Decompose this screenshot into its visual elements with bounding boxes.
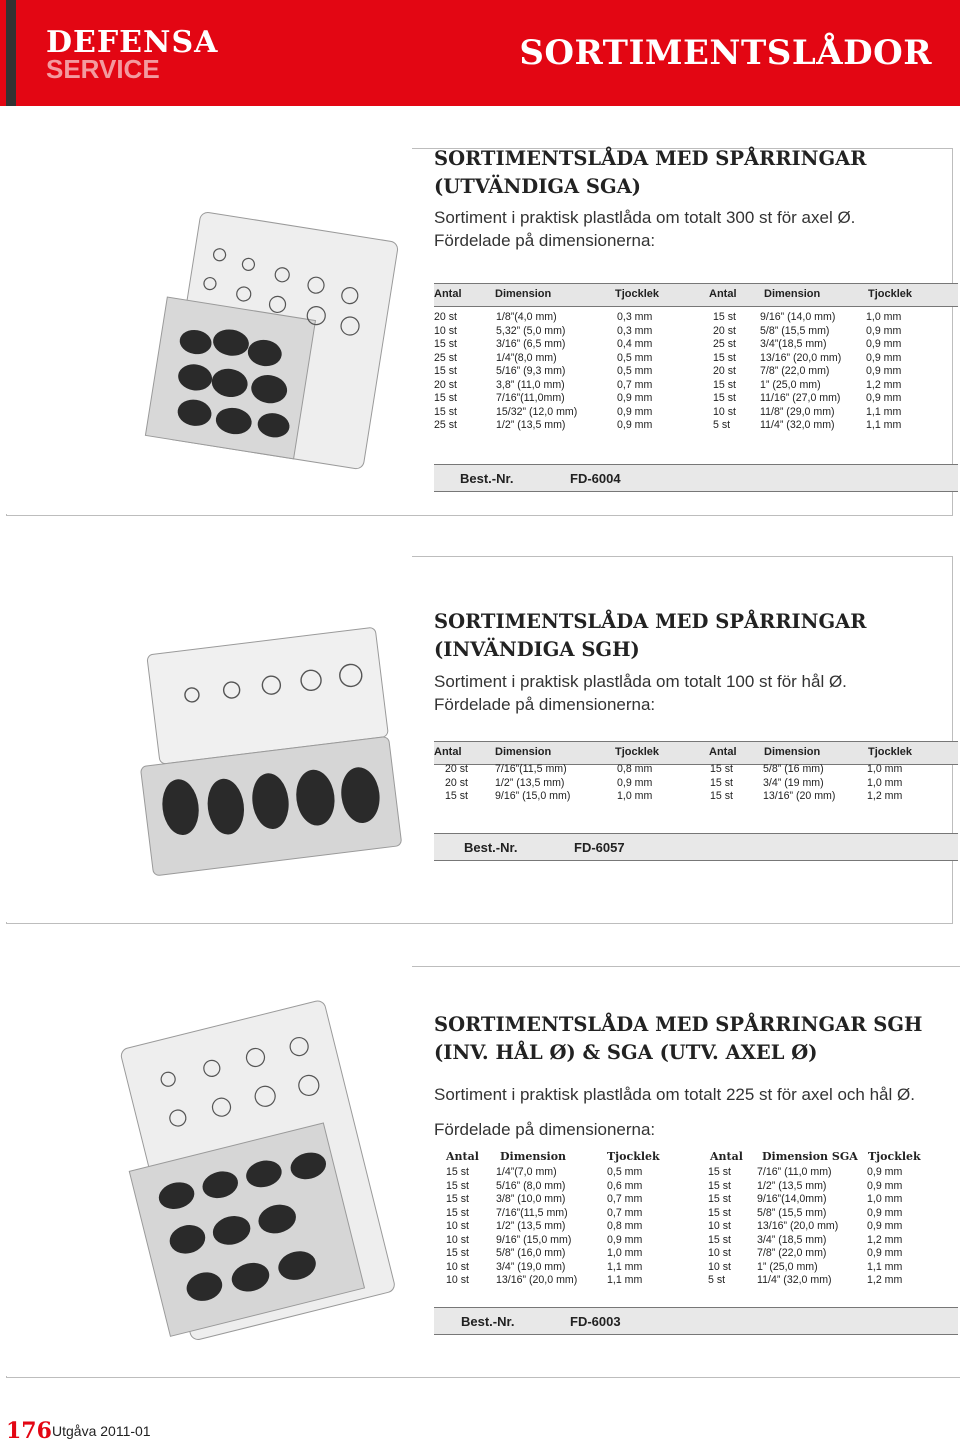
thickness-cell: 0,4 mm [617,338,653,350]
quantity-cell: 15 st [446,1193,469,1205]
thickness-cell: 1,2 mm [867,1274,903,1286]
quantity-cell: 15 st [713,392,736,404]
dimension-cell: 1/4”(7,0 mm) [496,1166,557,1178]
table-row [713,311,926,325]
thickness-cell: 1,0 mm [867,763,903,775]
product-image [6,966,412,1376]
quantity-cell: 10 st [708,1247,731,1259]
column-header: Antal [709,288,737,300]
quantity-cell: 15 st [434,338,457,350]
table-row [446,1220,667,1234]
product-title [434,608,866,664]
product-title-line2: (INVÄNDIGA SGH) [434,638,640,661]
dimension-cell: 7/16”(11,5 mm) [495,763,567,775]
quantity-cell: 15 st [446,1166,469,1178]
dimension-cell: 11/8” (29,0 mm) [760,405,835,418]
thickness-cell: 0,9 mm [607,1233,643,1246]
quantity-cell: 5 st [713,419,731,431]
table-row [446,1274,667,1288]
table-row [434,325,677,339]
dimension-cell: 13/16” (20,0 mm) [760,351,842,364]
table-row [713,352,926,366]
table-row [445,763,677,777]
quantity-cell: 10 st [708,1260,731,1273]
quantity-cell: 15 st [710,790,733,802]
table-row [434,365,677,379]
dimension-cell: 5/16” (8,0 mm) [496,1179,566,1192]
table-row [434,352,677,366]
order-number-label: Best.-Nr. [464,840,518,855]
dimension-cell: 1” (25,0 mm) [760,378,821,391]
column-header: Dimension [495,288,552,300]
table-row [434,311,677,325]
table-row [446,1234,667,1248]
dimension-cell: 1” (25,0 mm) [757,1260,818,1273]
quantity-cell: 15 st [708,1193,731,1205]
dimension-cell: 7/8” (22,0 mm) [760,365,830,377]
table-row [446,1207,667,1221]
header-side-bar [6,0,16,106]
table-row [446,1193,667,1207]
thickness-cell: 0,9 mm [867,1220,903,1232]
order-number-label: Best.-Nr. [460,471,514,486]
quantity-cell: 20 st [445,763,468,775]
thickness-cell: 0,9 mm [867,1179,903,1192]
table-row [445,790,677,804]
page-number: 176 [6,1418,52,1444]
quantity-cell: 10 st [446,1220,469,1232]
dimension-cell: 13/16” (20 mm) [763,790,836,802]
quantity-cell: 15 st [708,1179,731,1192]
table-row [446,1261,667,1275]
table-row [710,763,927,777]
quantity-cell: 25 st [434,351,457,364]
dimension-cell: 3/16” (6,5 mm) [496,338,566,350]
quantity-cell: 15 st [708,1233,731,1246]
thickness-cell: 1,1 mm [607,1274,643,1286]
quantity-cell: 10 st [446,1233,469,1246]
thickness-cell: 1,1 mm [607,1260,643,1273]
dimension-cell: 5/8” (16 mm) [763,763,824,775]
spec-table-header [434,1150,958,1166]
thickness-cell: 0,6 mm [607,1179,643,1192]
order-number-value: FD-6003 [570,1314,621,1329]
column-header: Antal [434,288,462,300]
thickness-cell: 1,2 mm [867,1233,903,1246]
dimension-cell: 15/32” (12,0 mm) [496,405,578,418]
page-header [0,0,960,106]
thickness-cell: 1,2 mm [866,378,902,391]
thickness-cell: 1,1 mm [866,419,902,431]
column-header: Tjocklek [868,746,913,758]
thickness-cell: 0,9 mm [867,1206,903,1219]
table-row [713,365,926,379]
quantity-cell: 20 st [434,378,457,391]
quantity-cell: 15 st [708,1166,731,1178]
column-header: Antal [710,1150,743,1163]
dimension-cell: 9/16” (15,0 mm) [495,790,571,802]
dimension-cell: 7/16”(11,5 mm) [496,1206,568,1219]
dimension-cell: 1/8”(4,0 mm) [496,311,557,323]
thickness-cell: 0,3 mm [617,324,653,337]
quantity-cell: 10 st [434,324,457,337]
dimension-cell: 3/4” (18,5 mm) [757,1233,827,1246]
ring-box-sga-image [6,148,412,514]
dimension-cell: 9/16”(14,0mm) [757,1193,827,1205]
quantity-cell: 10 st [446,1274,469,1286]
table-row [446,1166,667,1180]
quantity-cell: 10 st [713,405,736,418]
thickness-cell: 0,9 mm [617,392,653,404]
thickness-cell: 0,7 mm [607,1193,643,1205]
table-row [434,379,677,393]
quantity-cell: 15 st [445,790,468,802]
thickness-cell: 1,0 mm [866,311,902,323]
quantity-cell: 20 st [713,324,736,337]
table-row [713,325,926,339]
spec-table-right [708,1166,927,1288]
thickness-cell: 0,9 mm [866,365,902,377]
product-description [434,670,847,716]
column-header: Tjocklek [607,1150,660,1163]
description-line1: Sortiment i praktisk plastlåda om totalt 100 st för hål Ø. [434,672,847,691]
quantity-cell: 20 st [713,365,736,377]
description-line1: Sortiment i praktisk plastlåda om totalt 300 st för axel Ø. [434,208,856,227]
thickness-cell: 0,8 mm [617,763,653,775]
table-row [708,1180,927,1194]
table-row [446,1247,667,1261]
product-image [6,148,412,514]
thickness-cell: 0,9 mm [617,419,653,431]
thickness-cell: 0,9 mm [617,405,653,418]
dimension-cell: 7/16” (11,0 mm) [757,1166,832,1178]
column-header: Dimension SGA [762,1150,858,1163]
description-line2: Fördelade på dimensionerna: [434,231,656,250]
product-title-line1: SORTIMENTSLÅDA MED SPÅRRINGAR [434,610,867,633]
table-row [708,1247,927,1261]
thickness-cell: 1,1 mm [867,1260,903,1273]
product-title [434,145,866,201]
dimension-cell: 7/16”(11,0mm) [496,392,565,404]
column-header: Tjocklek [615,288,660,300]
dimension-cell: 11/4” (32,0 mm) [760,419,835,431]
order-number-row [434,1307,958,1335]
thickness-cell: 0,9 mm [866,351,902,364]
table-row [708,1234,927,1248]
dimension-cell: 3,8” (11,0 mm) [496,378,565,391]
dimension-cell: 1/4”(8,0 mm) [496,351,557,364]
dimension-cell: 11/16” (27,0 mm) [760,392,841,404]
dimension-cell: 5/8” (16,0 mm) [496,1247,566,1259]
column-header: Dimension [495,746,552,758]
ring-box-mixed-image [6,966,412,1376]
dimension-cell: 13/16” (20,0 mm) [757,1220,839,1232]
table-row [708,1220,927,1234]
table-row [708,1274,927,1288]
spec-table-right [713,311,926,433]
thickness-cell: 0,5 mm [617,351,653,364]
thickness-cell: 1,0 mm [617,790,653,802]
thickness-cell: 1,0 mm [607,1247,643,1259]
quantity-cell: 15 st [434,365,457,377]
quantity-cell: 10 st [446,1260,469,1273]
dimension-cell: 1/2” (13,5 mm) [757,1179,827,1192]
table-row [710,777,927,791]
column-header: Tjocklek [868,1150,921,1163]
quantity-cell: 15 st [434,392,457,404]
quantity-cell: 15 st [446,1247,469,1259]
order-number-row [434,833,958,861]
product-image [6,556,412,922]
dimension-cell: 5,32” (5,0 mm) [496,324,566,337]
column-header: Dimension [764,746,821,758]
quantity-cell: 20 st [445,776,468,789]
thickness-cell: 0,5 mm [617,365,653,377]
brand-logo: DEFENSA [46,25,219,60]
thickness-cell: 0,5 mm [607,1166,643,1178]
quantity-cell: 15 st [713,378,736,391]
quantity-cell: 15 st [710,763,733,775]
thickness-cell: 0,9 mm [867,1166,903,1178]
dimension-cell: 5/8” (15,5 mm) [757,1206,827,1219]
column-header: Antal [709,746,737,758]
dimension-cell: 5/16” (9,3 mm) [496,365,566,377]
table-row [708,1166,927,1180]
thickness-cell: 0,3 mm [617,311,653,323]
dimension-cell: 3/4”(18,5 mm) [760,338,827,350]
product-title-line1: SORTIMENTSLÅDA MED SPÅRRINGAR SGH [434,1013,923,1036]
spec-table-left [445,763,677,804]
dimension-cell: 5/8” (15,5 mm) [760,324,830,337]
table-row [434,392,677,406]
quantity-cell: 25 st [434,419,457,431]
spec-table-left [434,311,677,433]
thickness-cell: 0,9 mm [866,324,902,337]
order-number-value: FD-6004 [570,471,621,486]
column-header: Tjocklek [615,746,660,758]
thickness-cell: 0,9 mm [617,776,653,789]
table-row [434,338,677,352]
ring-box-sgh-image [6,556,412,922]
table-row [708,1207,927,1221]
table-row [713,392,926,406]
product-description [434,1077,915,1147]
spec-table-left [446,1166,667,1288]
product-title-line2: (INV. HÅL Ø) & SGA (UTV. AXEL Ø) [434,1041,818,1064]
table-row [446,1180,667,1194]
table-row [434,419,677,433]
quantity-cell: 15 st [708,1206,731,1219]
quantity-cell: 15 st [710,776,733,789]
column-header: Dimension [500,1150,567,1163]
table-row [708,1193,927,1207]
spec-table-header [434,741,958,765]
product-title-line2: (UTVÄNDIGA SGA) [434,175,642,198]
dimension-cell: 9/16” (15,0 mm) [496,1233,572,1246]
dimension-cell: 11/4” (32,0 mm) [757,1274,832,1286]
description-line1: Sortiment i praktisk plastlåda om totalt 225 st för axel och hål Ø. [434,1085,915,1104]
table-row [434,406,677,420]
dimension-cell: 1/2” (13,5 mm) [495,776,565,789]
table-row [445,777,677,791]
thickness-cell: 0,7 mm [607,1206,643,1219]
thickness-cell: 0,7 mm [617,378,653,391]
edition-label: Utgåva 2011-01 [52,1423,151,1439]
quantity-cell: 15 st [446,1179,469,1192]
thickness-cell: 0,8 mm [607,1220,643,1232]
quantity-cell: 10 st [708,1220,731,1232]
page-title: SORTIMENTSLÅDOR [519,33,932,73]
spec-table-right [710,763,927,804]
column-header: Antal [434,746,462,758]
spec-table-header [434,283,958,307]
column-header: Dimension [764,288,821,300]
product-title-line1: SORTIMENTSLÅDA MED SPÅRRINGAR [434,147,867,170]
dimension-cell: 9/16” (14,0 mm) [760,311,836,323]
thickness-cell: 0,9 mm [867,1247,903,1259]
dimension-cell: 13/16” (20,0 mm) [496,1274,578,1286]
thickness-cell: 0,9 mm [866,338,902,350]
product-description [434,206,855,252]
dimension-cell: 3/4” (19 mm) [763,776,824,789]
quantity-cell: 15 st [446,1206,469,1219]
quantity-cell: 20 st [434,311,457,323]
product-title [434,1011,922,1067]
quantity-cell: 15 st [434,405,457,418]
quantity-cell: 5 st [708,1274,726,1286]
table-row [713,406,926,420]
thickness-cell: 0,9 mm [866,392,902,404]
quantity-cell: 25 st [713,338,736,350]
thickness-cell: 1,1 mm [866,405,902,418]
column-header: Antal [446,1150,479,1163]
brand-logo-sub: SERVICE [46,54,160,84]
dimension-cell: 1/2” (13,5 mm) [496,419,566,431]
table-row [713,379,926,393]
quantity-cell: 15 st [713,311,736,323]
thickness-cell: 1,0 mm [867,776,903,789]
dimension-cell: 3/8” (10,0 mm) [496,1193,566,1205]
table-row [713,419,926,433]
description-line2: Fördelade på dimensionerna: [434,695,656,714]
column-header: Tjocklek [868,288,913,300]
table-row [710,790,927,804]
dimension-cell: 1/2” (13,5 mm) [496,1220,566,1232]
table-row [713,338,926,352]
quantity-cell: 15 st [713,351,736,364]
order-number-row [434,464,958,492]
table-row [708,1261,927,1275]
order-number-label: Best.-Nr. [461,1314,515,1329]
dimension-cell: 3/4” (19,0 mm) [496,1260,566,1273]
description-line2: Fördelade på dimensionerna: [434,1120,656,1139]
thickness-cell: 1,2 mm [867,790,903,802]
thickness-cell: 1,0 mm [867,1193,903,1205]
dimension-cell: 7/8” (22,0 mm) [757,1247,827,1259]
order-number-value: FD-6057 [574,840,625,855]
